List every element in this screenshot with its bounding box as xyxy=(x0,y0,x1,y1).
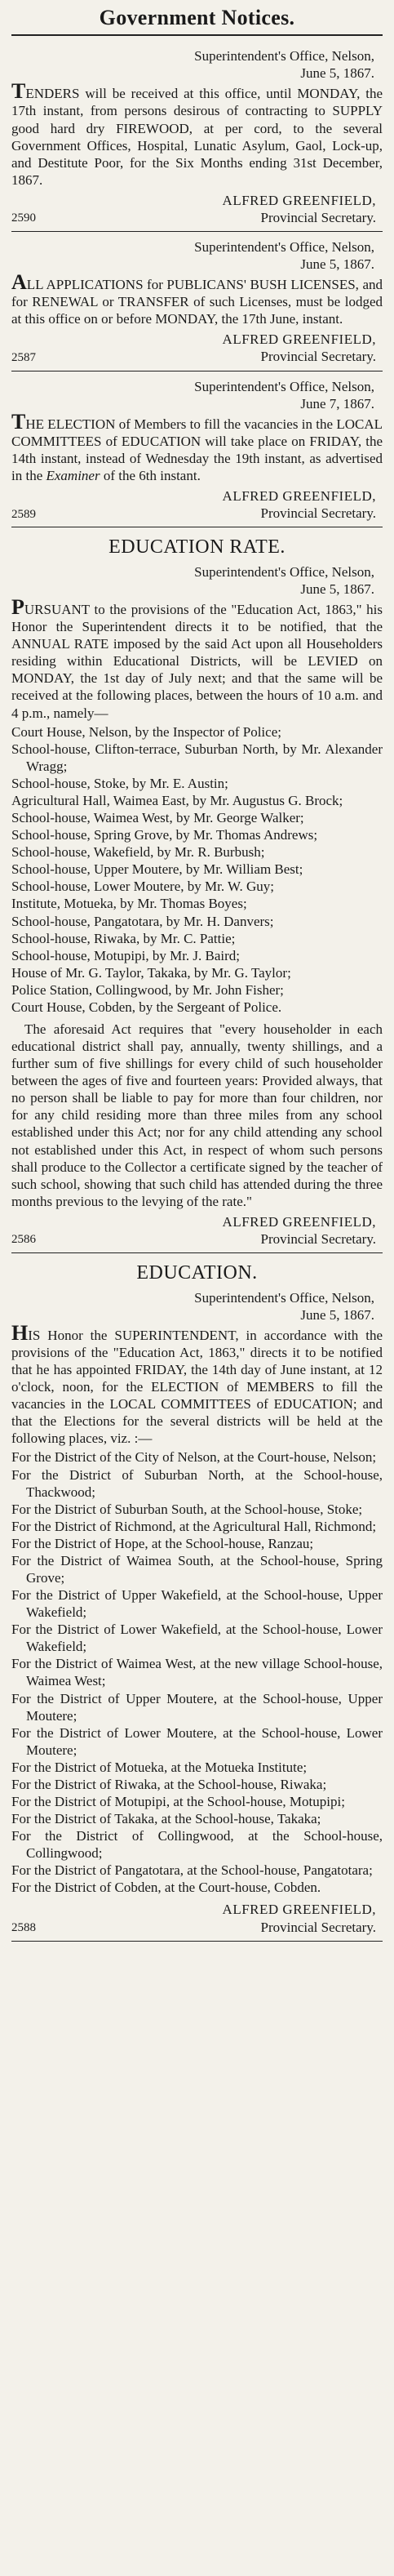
notice-body xyxy=(11,595,383,1210)
list-item: Court House, Nelson, by the Inspector of Police; xyxy=(11,723,281,740)
notice-intro: URSUANT to the provisions of the "Education Act, 1863," his Honor the Superintendent directs it to be notified, that the ANNUAL RATE imposed by the said Act upon all Householders residing within Educational Districts, will be LEVIED on MONDAY, the 1st day of July next; and that the same will be received at the following places, between the hours of 10 a.m. and 4 p.m., namely— xyxy=(11,602,383,721)
list-item: For the District of Motueka, at the Motueka Institute; xyxy=(11,1759,308,1775)
list-item: For the District of Takaka, at the School-house, Takaka; xyxy=(11,1811,321,1827)
list-item: School-house, Stoke, by Mr. E. Austin; xyxy=(11,775,228,791)
list-item: School-house, Lower Moutere, by Mr. W. Guy; xyxy=(11,879,275,895)
list-item: For the District of Collingwood, at the School-house, Collingwood; xyxy=(11,1828,383,1862)
dateline-date: June 5, 1867. xyxy=(300,581,374,598)
list-item: School-house, Wakefield, by Mr. R. Burbush; xyxy=(11,844,265,861)
list-item: Institute, Motueka, by Mr. Thomas Boyes; xyxy=(11,896,247,912)
list-item: School-house, Spring Grove, by Mr. Thomas Andrews; xyxy=(11,827,318,843)
list-item: For the District of Hope, at the School-house, Ranzau; xyxy=(11,1535,314,1551)
dateline xyxy=(11,238,374,273)
notice-number: 2587 xyxy=(11,350,36,364)
notice-election-date xyxy=(11,371,383,528)
notice-text-a: HE ELECTION of Members to fill the vacancies in the LOCAL COMMITTEES of EDUCATION will take place on FRIDAY, the 14th instant, instead of Wednesday the 19th instant, as advertised in the xyxy=(11,416,383,483)
signatory xyxy=(223,331,376,365)
list-item: For the District of Cobden, at the Court-house, Cobden. xyxy=(11,1880,321,1896)
newspaper-name: Examiner xyxy=(46,467,100,483)
list-item: For the District of Suburban North, at the School-house, Thackwood; xyxy=(11,1466,383,1500)
list-item: For the District of the City of Nelson, at the Court-house, Nelson; xyxy=(11,1449,377,1466)
drop-cap: H xyxy=(11,1320,29,1345)
signer-role: Provincial Secretary. xyxy=(260,209,376,225)
notice-text: ENDERS will be received at this office, until MONDAY, the 17th instant, from persons desirous of contracting to SUPPLY good hard dry FIREWOOD, at per cord, to the several Government Offices, Hospital, Lunatic Asylum, Gaol, Lock-up, and Destitute Poor, for the Six Months ending 31st December, 1867. xyxy=(11,86,383,188)
signatory xyxy=(223,1901,376,1935)
notice-firewood-tenders xyxy=(11,41,383,232)
list-item: School-house, Motupipi, by Mr. J. Baird; xyxy=(11,947,241,963)
dateline-date: June 5, 1867. xyxy=(300,256,374,273)
dateline-office: Superintendent's Office, Nelson, xyxy=(194,378,374,394)
signer-name: ALFRED GREENFIELD, xyxy=(222,488,376,505)
notice-number: 2588 xyxy=(11,1921,36,1935)
signer-name: ALFRED GREENFIELD, xyxy=(222,331,376,348)
signer-name: ALFRED GREENFIELD, xyxy=(222,1902,376,1918)
dateline-office: Superintendent's Office, Nelson, xyxy=(194,239,374,256)
dateline xyxy=(11,378,374,412)
signer-name: ALFRED GREENFIELD, xyxy=(222,1213,376,1230)
notice-text: LL APPLICATIONS for PUBLICANS' BUSH LICENSES, and for RENEWAL or TRANSFER of such Licenses, must be lodged at this office on or before MONDAY, the 17th June, instant. xyxy=(11,277,383,327)
signature-block xyxy=(11,1213,383,1248)
list-item: School-house, Waimea West, by Mr. George Walker; xyxy=(11,810,304,826)
drop-cap: A xyxy=(11,270,27,295)
signer-name: ALFRED GREENFIELD, xyxy=(222,192,376,208)
notice-number: 2590 xyxy=(11,211,36,225)
notice-number: 2589 xyxy=(11,507,36,521)
notice-intro: IS Honor the SUPERINTENDENT, in accordance with the provisions of the "Education Act, 1863," directs it to be notified that he has appointed FRIDAY, the 14th day of June instant, at 12 o'clock, noon, for the ELECTION of MEMBERS to fill the vacancies in the LOCAL COMMITTEES of EDUCATION; and that the Elections for the several districts will be held at the following places, viz. :— xyxy=(11,1327,383,1447)
signer-role: Provincial Secretary. xyxy=(260,505,376,522)
collection-places-list xyxy=(11,723,383,1016)
list-item: School-house, Clifton-terrace, Suburban North, by Mr. Alexander Wragg; xyxy=(11,741,383,774)
list-item: For the District of Motupipi, at the School-house, Motupipi; xyxy=(11,1794,345,1809)
notice-closing: The aforesaid Act requires that "every householder in each educational district shall pay, annually, twenty shillings, and a further sum of five shillings for every child of such householder between the ages of five and fourteen years: Provided always, that no person shall be liable to pay for more than four children, nor for any child residing more than three miles from any school established under this Act; nor for any child attending any school not established under this Act, in respect of whom such persons shall produce to the Collector a certificate signed by the teacher of such school, showing that such child has attended during the three months previous to the levying of the rate." xyxy=(11,1021,383,1209)
notice-education-rate xyxy=(11,527,383,1253)
notice-text-b: of the 6th instant. xyxy=(100,467,201,483)
drop-cap: P xyxy=(11,595,24,620)
dateline-date: June 5, 1867. xyxy=(300,65,374,82)
notice-body xyxy=(11,1320,383,1897)
list-item: For the District of Waimea South, at the School-house, Spring Grove; xyxy=(11,1552,383,1586)
dateline xyxy=(11,1289,374,1324)
dateline-office: Superintendent's Office, Nelson, xyxy=(194,48,374,65)
list-item: For the District of Pangatotara, at the School-house, Pangatotara; xyxy=(11,1862,373,1879)
list-item: School-house, Pangatotara, by Mr. H. Danvers; xyxy=(11,913,274,929)
signer-role: Provincial Secretary. xyxy=(260,1230,376,1247)
list-item: Agricultural Hall, Waimea East, by Mr. Augustus G. Brock; xyxy=(11,792,343,808)
list-item: For the District of Riwaka, at the School-house, Riwaka; xyxy=(11,1776,327,1792)
dateline xyxy=(11,563,374,598)
list-item: School-house, Riwaka, by Mr. C. Pattie; xyxy=(11,930,236,946)
list-item: House of Mr. G. Taylor, Takaka, by Mr. G. Taylor; xyxy=(11,964,291,981)
list-item: For the District of Waimea West, at the new village School-house, Waimea West; xyxy=(11,1656,383,1689)
notice-bush-licenses xyxy=(11,232,383,371)
signature-block xyxy=(11,331,383,365)
notice-heading: EDUCATION. xyxy=(136,1261,258,1284)
drop-cap: T xyxy=(11,409,26,434)
list-item: For the District of Upper Wakefield, at the School-house, Upper Wakefield; xyxy=(11,1587,383,1621)
notice-body xyxy=(11,79,383,188)
dateline-date: June 5, 1867. xyxy=(300,1306,374,1323)
notice-body xyxy=(11,270,383,327)
notice-number: 2586 xyxy=(11,1233,36,1247)
dateline xyxy=(11,47,374,82)
list-item: Police Station, Collingwood, by Mr. John Fisher; xyxy=(11,981,284,998)
dateline-date: June 7, 1867. xyxy=(300,395,374,412)
election-districts-list xyxy=(11,1448,383,1896)
signature-block xyxy=(11,192,383,226)
signature-block xyxy=(11,487,383,522)
drop-cap: T xyxy=(11,79,26,104)
list-item: For the District of Upper Moutere, at the School-house, Upper Moutere; xyxy=(11,1690,383,1724)
signatory xyxy=(223,487,376,522)
signer-role: Provincial Secretary. xyxy=(260,349,376,365)
list-item: For the District of Lower Moutere, at the School-house, Lower Moutere; xyxy=(11,1724,383,1758)
list-item: Court House, Cobden, by the Sergeant of Police. xyxy=(11,999,282,1015)
signer-role: Provincial Secretary. xyxy=(260,1919,376,1935)
dateline-office: Superintendent's Office, Nelson, xyxy=(194,563,374,580)
list-item: For the District of Richmond, at the Agricultural Hall, Richmond; xyxy=(11,1518,377,1534)
list-item: For the District of Lower Wakefield, at the School-house, Lower Wakefield; xyxy=(11,1622,383,1655)
signatory xyxy=(223,192,376,226)
section-title: Government Notices. xyxy=(11,5,383,36)
notice-heading: EDUCATION RATE. xyxy=(108,536,286,558)
list-item: School-house, Upper Moutere, by Mr. William Best; xyxy=(11,861,303,878)
list-item: For the District of Suburban South, at the School-house, Stoke; xyxy=(11,1501,363,1517)
signatory xyxy=(223,1213,376,1248)
dateline-office: Superintendent's Office, Nelson, xyxy=(194,1289,374,1306)
notice-education-elections xyxy=(11,1253,383,1942)
notice-body xyxy=(11,409,383,484)
signature-block xyxy=(11,1901,383,1935)
